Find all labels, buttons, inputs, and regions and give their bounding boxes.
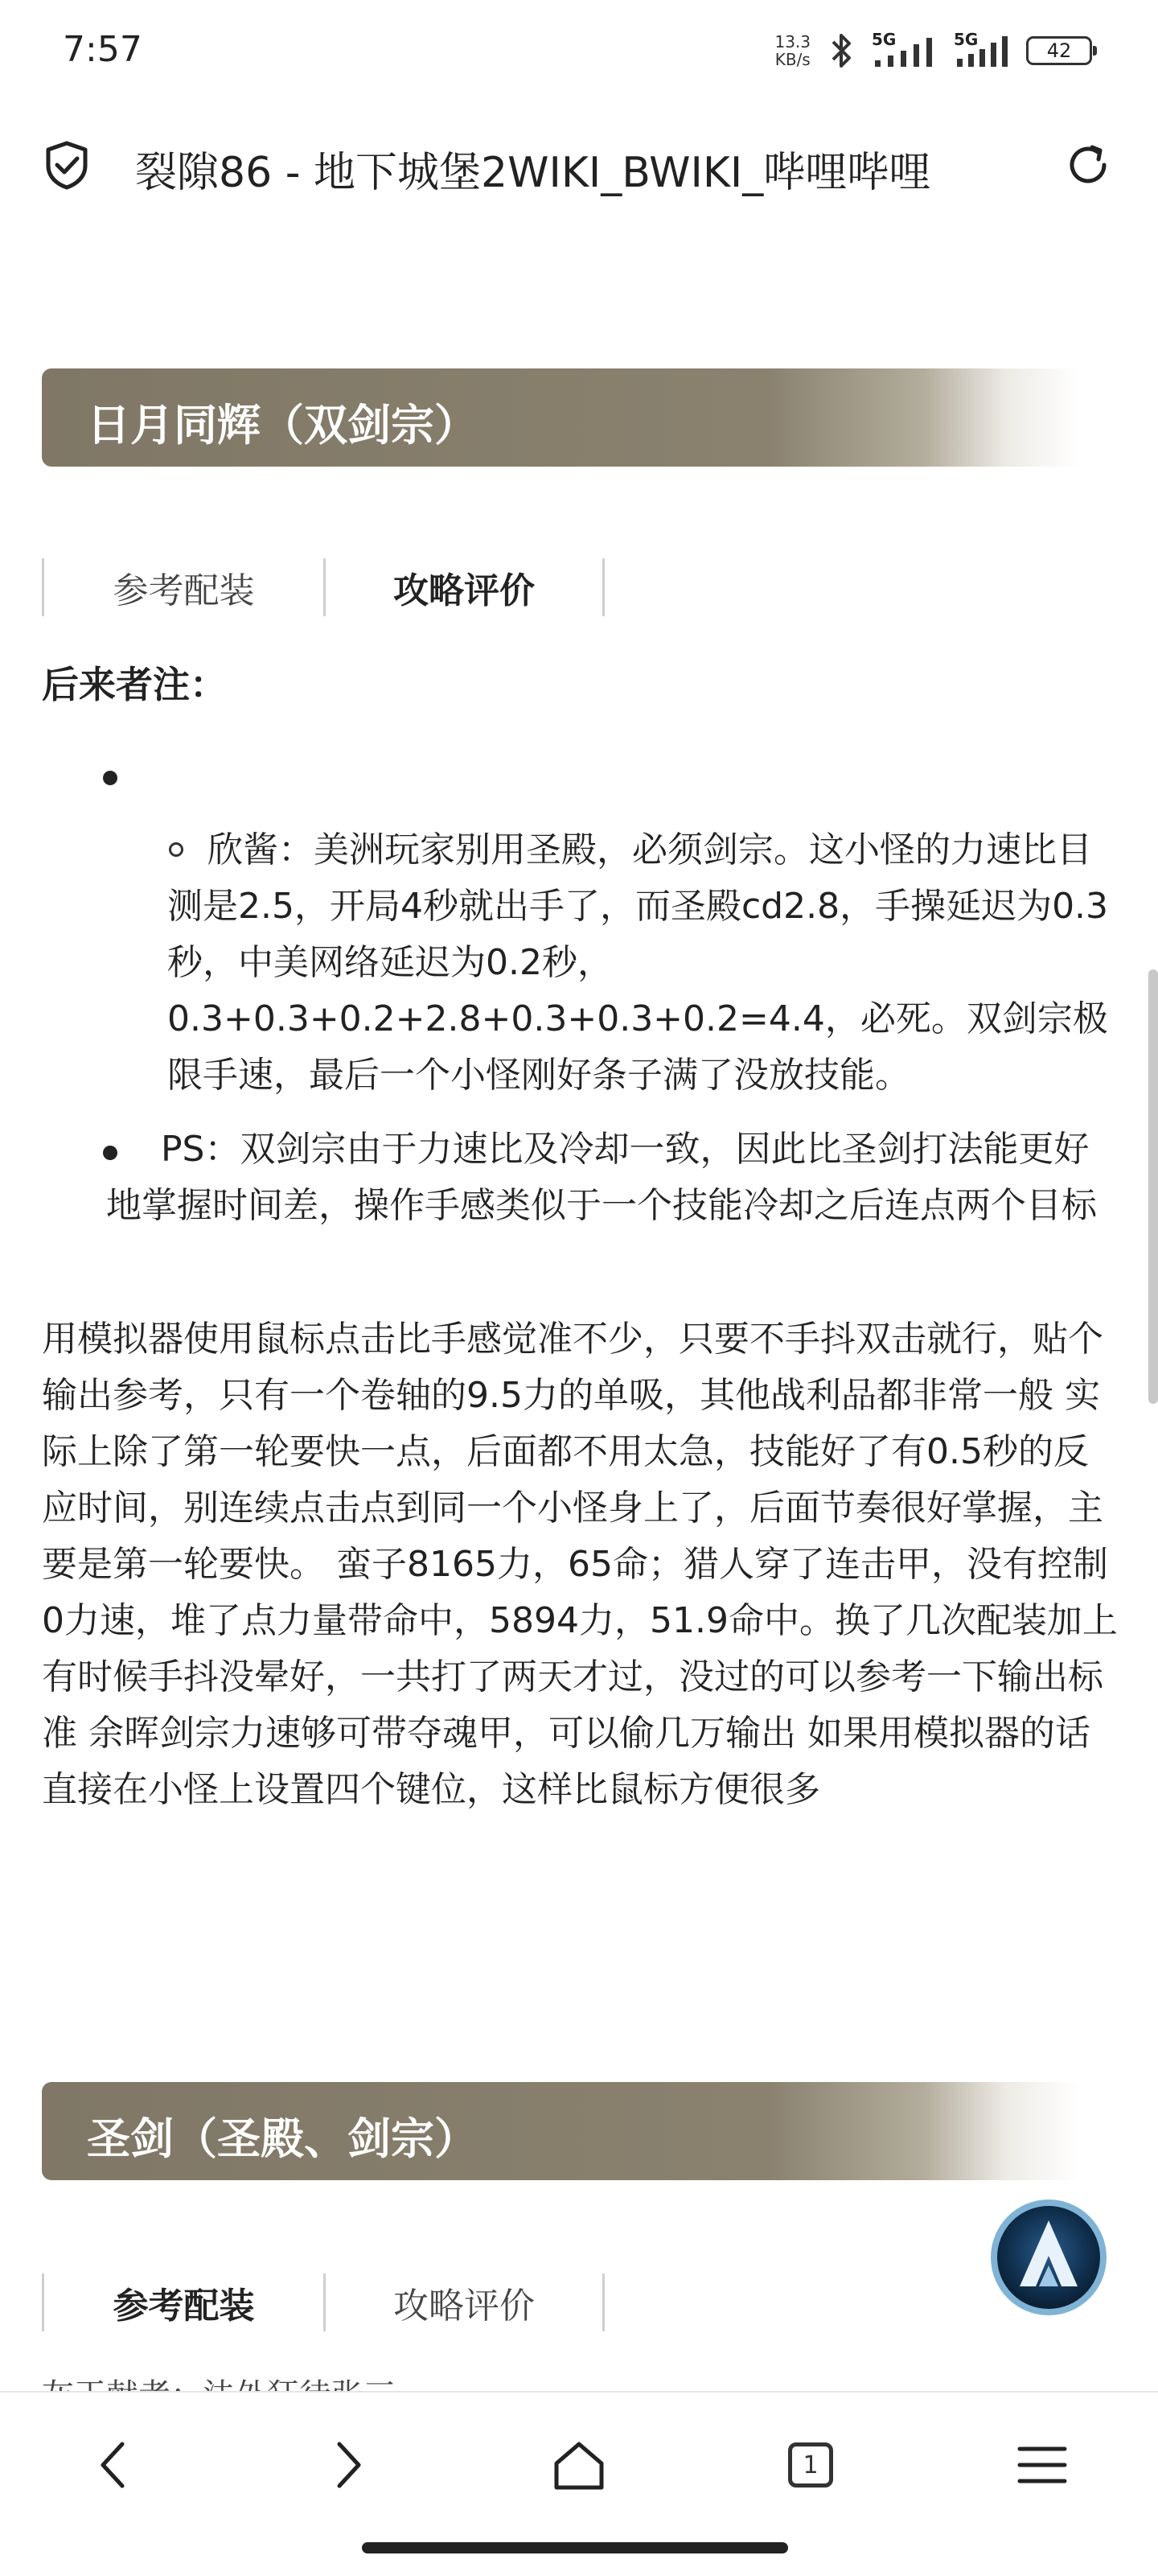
forward-arrow-icon[interactable] bbox=[315, 2433, 380, 2497]
back-arrow-icon[interactable] bbox=[82, 2433, 146, 2497]
ps-list-item: PS：双剑宗由于力速比及冷却一致，因此比圣剑打法能更好地掌握时间差，操作手感类似于一个技能冷却之后连点两个目标 bbox=[106, 1129, 1097, 1226]
tab-reference-gear[interactable]: 参考配装 bbox=[42, 2274, 323, 2331]
note-heading: 后来者注： bbox=[42, 663, 227, 706]
security-shield-icon[interactable] bbox=[40, 138, 93, 191]
battery-level: 42 bbox=[1046, 39, 1072, 62]
section2-tabs bbox=[42, 2274, 605, 2331]
tab-reference-gear[interactable]: 参考配装 bbox=[42, 558, 323, 616]
network-speed bbox=[774, 33, 811, 68]
home-indicator[interactable] bbox=[362, 2542, 788, 2553]
menu-icon[interactable] bbox=[1010, 2433, 1074, 2497]
refresh-icon[interactable] bbox=[1062, 138, 1115, 191]
section-title: 圣剑（圣殿、剑宗） bbox=[87, 2113, 478, 2164]
section-header-sun-moon bbox=[42, 368, 1079, 467]
signal-indicator-1 bbox=[872, 30, 939, 68]
network-speed-value: 13.3 bbox=[774, 32, 811, 51]
scrollbar[interactable] bbox=[1148, 969, 1158, 1404]
signal-label-1: 5G bbox=[872, 30, 897, 49]
network-speed-unit: KB/s bbox=[774, 50, 811, 69]
page-title[interactable]: 裂隙86 - 地下城堡2WIKI_BWIKI_哔哩哔哩 bbox=[135, 149, 931, 197]
circle-bullet-icon bbox=[169, 842, 183, 857]
bullet-icon bbox=[103, 771, 117, 785]
tabs-button[interactable] bbox=[778, 2433, 843, 2497]
tab-strategy-review[interactable]: 攻略评价 bbox=[323, 558, 605, 616]
section-title: 日月同辉（双剑宗） bbox=[87, 400, 478, 451]
signal-label-2: 5G bbox=[954, 30, 979, 49]
bluetooth-icon bbox=[825, 31, 857, 71]
sub-list-item bbox=[167, 822, 1116, 1104]
home-icon[interactable] bbox=[547, 2433, 611, 2497]
clock: 7:57 bbox=[63, 29, 142, 70]
tab-strategy-review[interactable]: 攻略评价 bbox=[323, 2274, 605, 2331]
sub-item-text: 欣酱：美洲玩家别用圣殿，必须剑宗。这小怪的力速比目测是2.5，开局4秒就出手了，而圣殿cd2.8，手操延迟为0.3秒，中美网络延迟为0.2秒，0.3+0.3+0.2+2.8+0.3+0.3+0.2=4.4，必死。双剑宗极限手速，最后一个小怪刚好条子满了没放技能。 bbox=[167, 829, 1109, 1096]
strategy-paragraph: 用模拟器使用鼠标点击比手感觉准不少，只要不手抖双击就行，贴个输出参考，只有一个卷轴的9.5力的单吸，其他战利品都非常一般 实际上除了第一轮要快一点，后面都不用太急，技能好了有0.5秒的反应时间，别连续点击点到同一个小怪身上了，后面节奏很好掌握，主要是第一轮要快。 蛮子8165力，65命；猎人穿了连击甲，没有控制0力速，堆了点力量带命中，5894力，51.9命中。换了几次配装加上有时候手抖没晕好，一共打了两天才过，没过的可以参考一下输出标准 余晖剑宗力速够可带夺魂甲，可以偷几万输出 如果用模拟器的话直接在小怪上设置四个键位，这样比鼠标方便很多 bbox=[42, 1319, 1118, 1810]
status-icons bbox=[774, 31, 1092, 71]
tab-count: 1 bbox=[788, 2442, 833, 2488]
status-bar bbox=[0, 0, 1158, 105]
signal-indicator-2 bbox=[954, 30, 1012, 68]
partially-hidden-text bbox=[42, 2372, 396, 2393]
browser-title-bar bbox=[0, 121, 1158, 209]
floating-app-logo-icon[interactable] bbox=[988, 2196, 1110, 2319]
battery-indicator bbox=[1026, 36, 1092, 65]
section1-tabs bbox=[42, 558, 605, 616]
section-header-holy-sword bbox=[42, 2082, 1079, 2180]
